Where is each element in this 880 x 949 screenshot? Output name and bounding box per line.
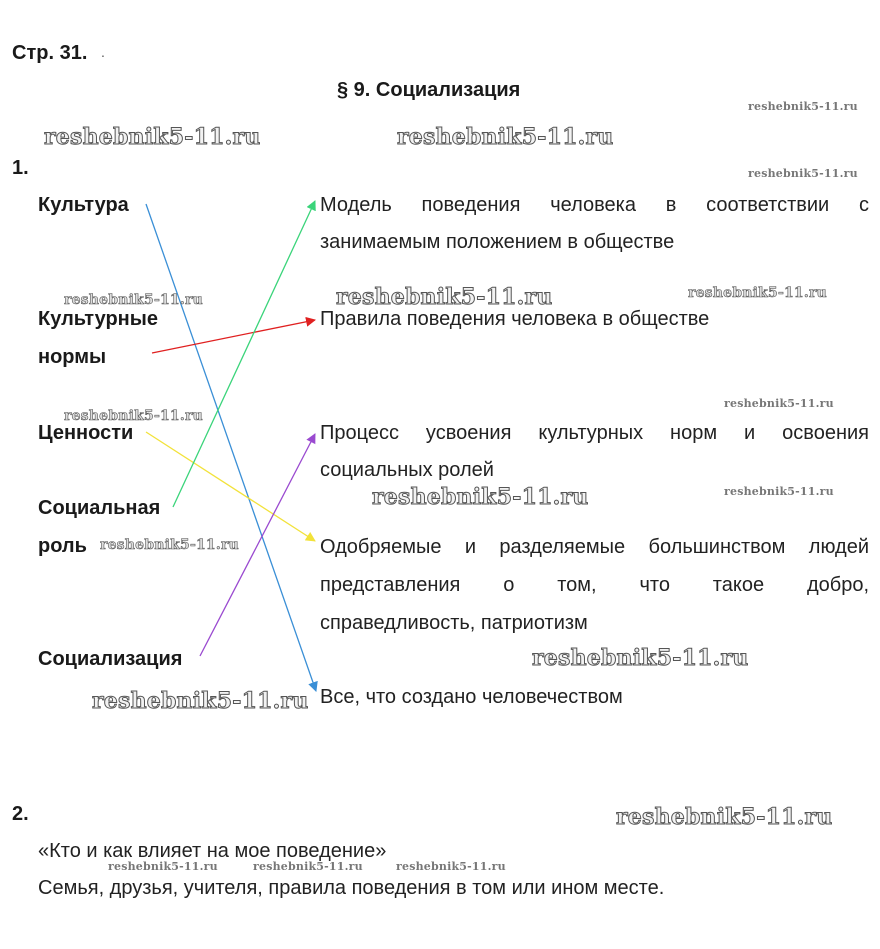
definition-role-model-line1: Модель поведения человека в соответствии с [320,194,869,216]
term-values: Ценности [38,422,134,444]
term-cultural-norms-line2: нормы [38,346,107,368]
watermark: reshebnik5-11.ru [44,124,261,150]
section-title: § 9. Социализация [337,79,521,101]
watermark: reshebnik5-11.ru [64,292,203,308]
definition-rules: Правила поведения человека в обществе [320,308,710,330]
watermark: reshebnik5-11.ru [688,285,827,301]
watermark: reshebnik5-11.ru [108,860,218,873]
definition-process-line1: Процесс усвоения культурных норм и освоения [320,422,869,444]
arrow-social-role [173,201,315,507]
page-reference: Стр. 31. [12,42,88,64]
watermark: reshebnik5-11.ru [748,100,858,113]
dot-mark: . [101,44,105,60]
term-cultural-norms-line1: Культурные [38,308,158,330]
definition-process-line2: социальных ролей [320,459,494,481]
watermark: reshebnik5-11.ru [336,284,553,310]
watermark: reshebnik5-11.ru [748,167,858,180]
watermark: reshebnik5-11.ru [92,688,309,714]
task-1-number: 1. [12,157,29,179]
term-culture: Культура [38,194,129,216]
watermark: reshebnik5-11.ru [253,860,363,873]
arrow-cultural-norms [152,320,315,353]
definition-ideas-line1: Одобряемые и разделяемые большинством людей [320,536,869,558]
arrow-culture [146,204,316,691]
definition-ideas-line3: справедливость, патриотизм [320,612,588,634]
watermark: reshebnik5-11.ru [100,537,239,553]
task-2-number: 2. [12,803,29,825]
watermark: reshebnik5-11.ru [532,645,749,671]
watermark: reshebnik5-11.ru [724,397,834,410]
term-social-role-line1: Социальная [38,497,161,519]
term-socialization: Социализация [38,648,183,670]
watermark: reshebnik5-11.ru [396,860,506,873]
definition-all-created: Все, что создано человечеством [320,686,623,708]
watermark: reshebnik5-11.ru [372,484,589,510]
watermark: reshebnik5-11.ru [616,804,833,830]
watermark: reshebnik5-11.ru [64,408,203,424]
arrow-values [146,432,315,541]
definition-role-model-line2: занимаемым положением в обществе [320,231,675,253]
task-2-answer: Семья, друзья, учителя, правила поведения в том или ином месте. [38,877,665,899]
watermark: reshebnik5-11.ru [397,124,614,150]
task-2-quote: «Кто и как влияет на мое поведение» [38,840,387,862]
definition-ideas-line2: представления о том, что такое добро, [320,574,869,596]
term-social-role-line2: роль [38,535,87,557]
watermark: reshebnik5-11.ru [724,485,834,498]
